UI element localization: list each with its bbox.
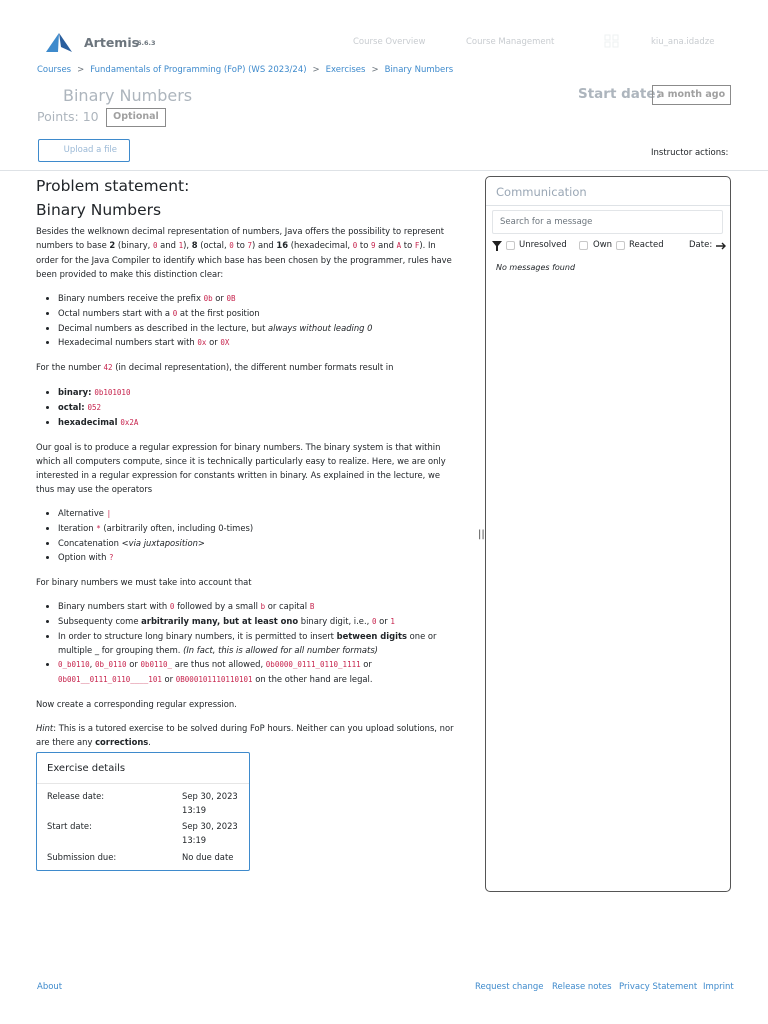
problem-title: Binary Numbers <box>36 201 162 219</box>
breadcrumb: Courses > Fundamentals of Programming (FoP) (WS 2023/24) > Exercises > Binary Numbers <box>37 65 454 75</box>
breadcrumb-courses[interactable]: Courses <box>37 65 72 75</box>
list-item: • Decimal numbers as described in the lecture, but always without leading 0 <box>58 321 456 335</box>
submission-due-value: No due date <box>182 852 234 862</box>
reacted-label: Reacted <box>629 240 664 250</box>
release-date-label: Release date: <box>47 791 105 801</box>
footer-privacy-link[interactable]: Privacy Statement <box>619 982 698 992</box>
goal-paragraph: Our goal is to produce a regular expression for binary numbers. The binary system is that within which all computers compute, since it is technically particularly easy to realize. Here, we are only interested in a regular expression for constants written in binary. As explained in the lecture, we thus may use the operators <box>36 442 446 494</box>
release-date-value: Sep 30, 2023 13:19 <box>182 791 238 815</box>
footer-about-link[interactable]: About <box>37 982 63 992</box>
communication-panel <box>485 176 731 892</box>
artemis-logo-icon[interactable] <box>44 31 74 53</box>
breadcrumb-exercises[interactable]: Exercises <box>325 65 366 75</box>
brand-name[interactable]: Artemis <box>84 35 140 50</box>
list-item: • Subsequenty come arbitrarily many, but at least ono binary digit, i.e., 0 or 1 <box>58 614 456 629</box>
number-paragraph: For the number 42 (in decimal representation), the different number formats result in <box>36 362 394 372</box>
nav-user[interactable]: kiu_ana.idadze <box>651 37 715 47</box>
own-checkbox[interactable] <box>579 241 588 250</box>
exercise-details-heading: Exercise details <box>47 763 126 774</box>
list-item: • In order to structure long binary numbers, it is permitted to insert between digits one or multiple _ for grouping them. (In fact, this is allowed for all number formats) <box>58 629 456 657</box>
start-date-detail-value: Sep 30, 2023 13:19 <box>182 821 238 845</box>
sort-arrow-icon[interactable] <box>716 241 727 251</box>
version-label: 6.6.3 <box>137 39 156 47</box>
reacted-checkbox[interactable] <box>616 241 625 250</box>
communication-title: Communication <box>496 185 587 199</box>
unresolved-checkbox[interactable] <box>506 241 515 250</box>
problem-statement <box>36 176 456 749</box>
navbar <box>0 0 768 60</box>
footer-release-notes-link[interactable]: Release notes <box>552 982 612 992</box>
message-search-input[interactable] <box>492 210 723 234</box>
list-item: • Option with ? <box>58 550 456 565</box>
unresolved-label: Unresolved <box>519 240 567 250</box>
breadcrumb-exercise[interactable]: Binary Numbers <box>384 65 454 75</box>
exercise-title: Binary Numbers <box>63 86 193 105</box>
optional-badge: Optional <box>106 108 166 127</box>
intro-paragraph: Besides the welknown decimal representation of numbers, Java offers the possibility to represent numbers to base 2 (binary, 0 and 1), 8 (octal, 0 to 7) and 16 (hexadecimal, 0 to 9 and A to F). In order for the Java Compiler to identify which base has been chosen by the programmer, rules have been provided to make this distinction clear: <box>36 226 452 279</box>
list-item: • octal: 052 <box>58 400 456 415</box>
list-item: • hexadecimal 0x2A <box>58 415 456 430</box>
upload-file-button[interactable] <box>38 139 130 162</box>
panel-resize-handle[interactable]: || <box>478 529 485 540</box>
details-divider <box>37 783 249 784</box>
upload-icon <box>51 144 61 152</box>
footer-imprint-link[interactable]: Imprint <box>703 982 734 992</box>
list-item: • Concatenation <via juxtaposition> <box>58 536 456 550</box>
header-divider <box>0 170 768 171</box>
formats-list <box>58 385 456 430</box>
submission-due-label: Submission due: <box>47 852 117 862</box>
list-item: • Hexadecimal numbers start with 0x or 0X <box>58 335 456 350</box>
exercise-details-card <box>36 752 250 871</box>
list-item: • Binary numbers start with 0 followed by a small b or capital B <box>58 599 456 614</box>
filter-icon <box>492 241 502 251</box>
message-filters <box>492 239 728 253</box>
list-item: • Alternative | <box>58 506 456 521</box>
breadcrumb-course[interactable]: Fundamentals of Programming (FoP) (WS 2023/24) <box>90 65 307 75</box>
grid-icon[interactable] <box>604 34 620 48</box>
nav-course-management[interactable]: Course Management <box>466 37 555 47</box>
binary-rules-list <box>58 599 456 687</box>
list-item: • binary: 0b101010 <box>58 385 456 400</box>
exercise-type-icon <box>38 89 56 105</box>
list-item: • Octal numbers start with a 0 at the first position <box>58 306 456 321</box>
list-item: • Iteration * (arbitrarily often, including 0-times) <box>58 521 456 536</box>
nav-course-overview[interactable]: Course Overview <box>353 37 426 47</box>
prefix-rules-list <box>58 291 456 350</box>
upload-file-label: Upload a file <box>63 145 118 155</box>
start-date-badge: a month ago <box>652 85 731 105</box>
operators-list <box>58 506 456 565</box>
sort-date-label[interactable]: Date: <box>689 240 713 250</box>
list-item: • 0_b0110, 0b_0110 or 0b0110_ are thus not allowed, 0b0000_0111_0110_1111 or 0b001__0111_0110____101 or 0B000101110110101 on the other hand are legal. <box>58 657 456 687</box>
no-messages-text: No messages found <box>496 263 576 272</box>
problem-heading: Problem statement: <box>36 177 190 195</box>
communication-divider <box>486 205 730 206</box>
list-item: • Binary numbers receive the prefix 0b or 0B <box>58 291 456 306</box>
footer-request-change-link[interactable]: Request change <box>475 982 544 992</box>
own-label: Own <box>593 240 613 250</box>
points-label: Points: 10 <box>37 109 99 124</box>
binary-intro-paragraph: For binary numbers we must take into account that <box>36 577 252 587</box>
create-paragraph: Now create a corresponding regular expression. <box>36 699 237 709</box>
instructor-actions-label: Instructor actions: <box>651 148 729 158</box>
start-date-label: Start date: <box>578 86 661 102</box>
hint-paragraph: Hint: This is a tutored exercise to be solved during FoP hours. Neither can you upload solutions, nor are there any corrections. <box>36 723 454 747</box>
start-date-detail-label: Start date: <box>47 821 92 831</box>
